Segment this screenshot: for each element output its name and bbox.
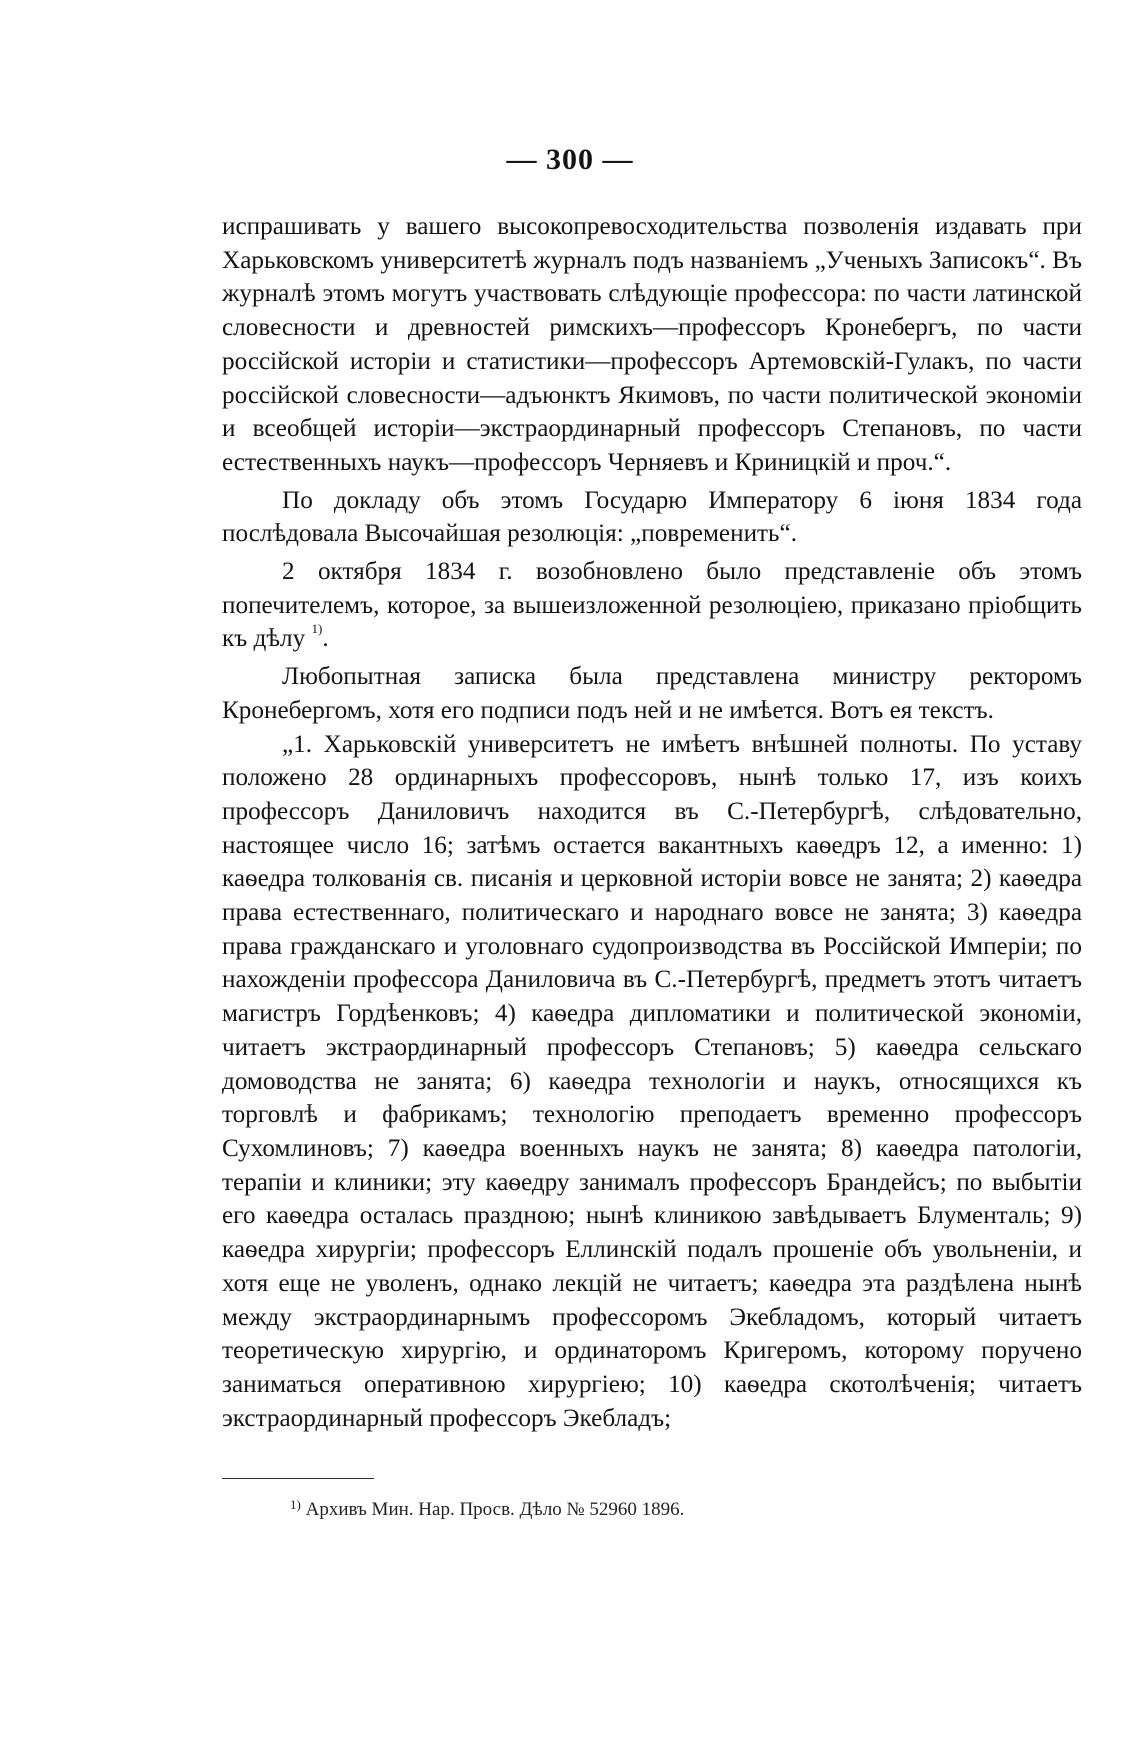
page-number: — 300 — <box>506 143 634 176</box>
footnote-divider <box>222 1478 374 1479</box>
body-text <box>222 210 1082 1435</box>
paragraph-4: Любопытная записка была представлена министру ректоромъ Кронебергомъ, хотя его подписи подъ ней и не имѣется. Вотъ ея текстъ. <box>222 663 1082 724</box>
footnote-text: Архивъ Мин. Нар. Просв. Дѣло № 52960 1896. <box>305 1499 685 1520</box>
footnote-reference: 1) <box>311 621 323 637</box>
paragraph-1: испрашивать у вашего высокопревосходительства позволенія издавать при Харьковскомъ университетѣ журналъ подъ названіемъ „Ученыхъ Записокъ“. Въ журналѣ этомъ могутъ участвовать слѣдующіе профессора: по части латинской словесности и древностей римскихъ—профессоръ Кронебергъ, по части россійской исторіи и статистики—профессоръ Артемовскій-Гулакъ, по части россійской словесности—адъюнктъ Якимовъ, по части политической экономіи и всеобщей исторіи—экстраординарный профессоръ Степановъ, по части естественныхъ наукъ—профессоръ Черняевъ и Криницкій и проч.“. <box>222 213 1082 476</box>
paragraph-2: По докладу объ этомъ Государю Императору 6 іюня 1834 года послѣдовала Высочайшая резолюція: „повременить“. <box>222 486 1082 548</box>
footnote-marker: 1) <box>290 1497 301 1512</box>
paragraph-5: „1. Харьковскій университетъ не имѣетъ внѣшней полноты. По уставу положено 28 ординарныхъ профессоровъ, нынѣ только 17, изъ коихъ профессоръ Даниловичъ находится въ С.-Петербургѣ, слѣдовательно, настоящее число 16; затѣмъ остается вакантныхъ каѳедръ 12, а именно: 1) каѳедра толкованія св. писанія и церковной исторіи вовсе не занята; 2) каѳедра права естественнаго, политическаго и народнаго вовсе не занята; 3) каѳедра права гражданскаго и уголовнаго судопроизводства въ Россійской Имперіи; по нахожденіи профессора Даниловича въ С.-Петербургѣ, предметъ этотъ читаетъ магистръ Гордѣенковъ; 4) каѳедра дипломатики и политической экономіи, читаетъ экстраординарный профессоръ Степановъ; 5) каѳедра сельскаго домоводства не занята; 6) каѳедра технологіи и наукъ, относящихся къ торговлѣ и фабрикамъ; технологію преподаетъ временно профессоръ Сухомлиновъ; 7) каѳедра военныхъ наукъ не занята; 8) каѳедра патологіи, терапіи и клиники; эту каѳедру занималъ профессоръ Брандейсъ; по выбытіи его каѳедра осталась праздною; нынѣ клиникою завѣдываетъ Блументаль; 9) каѳедра хирургіи; профессоръ Еллинскій подалъ прошеніе объ увольненіи, и хотя еще не уволенъ, однако лекцій не читаетъ; каѳедра эта раздѣлена нынѣ между экстраординарнымъ профессоромъ Экебладомъ, который читаетъ теоретическую хирургію, и ординаторомъ Кригеромъ, которому поручено заниматься оперативною хирургіею; 10) каѳедра скотолѣченія; читаетъ экстраординарный профессоръ Экебладъ; <box>222 730 1082 1432</box>
footnote <box>290 1498 684 1522</box>
paragraph-3-end: . <box>322 625 329 653</box>
paragraph-3 <box>222 555 1082 656</box>
paragraph-3-text: 2 октября 1834 г. возобновлено было представленіе объ этомъ попечителемъ, которое, за вышеизложенной резолюціею, приказано пріобщить къ дѣлу <box>222 558 1082 653</box>
